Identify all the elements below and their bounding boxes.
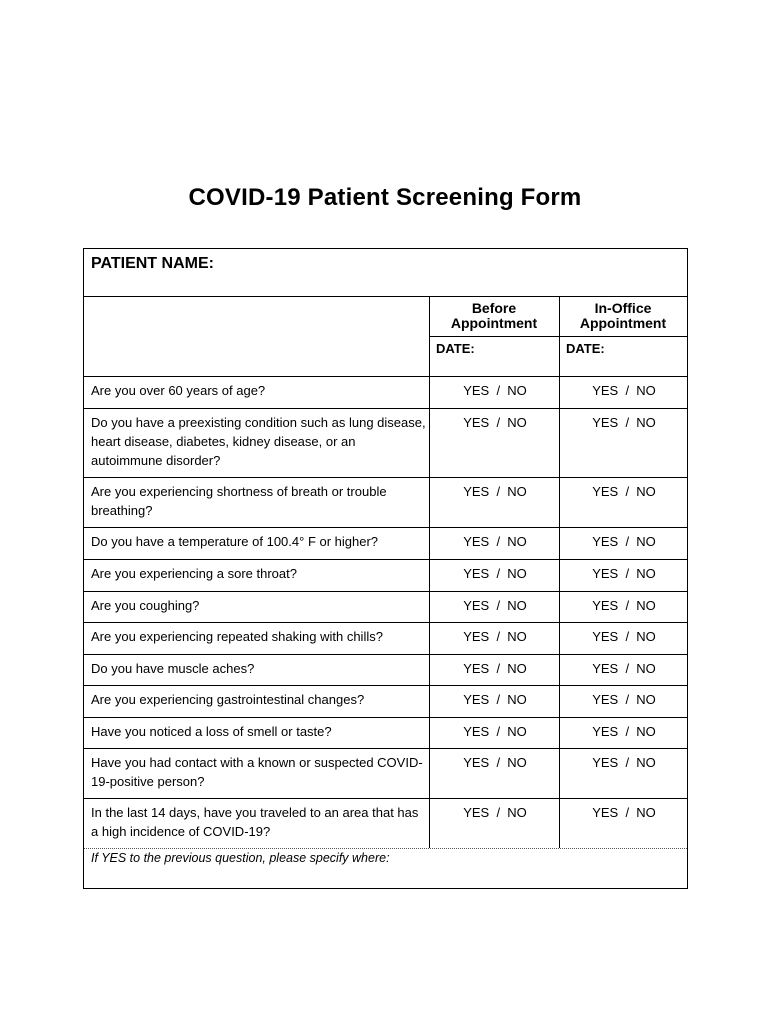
in-office-appointment-answer[interactable]: YES / NO [592, 805, 656, 820]
travel-specify-note: If YES to the previous question, please specify where: [91, 851, 390, 865]
before-appointment-answer[interactable]: YES / NO [463, 692, 527, 707]
before-appointment-answer[interactable]: YES / NO [463, 566, 527, 581]
row-divider [84, 527, 687, 528]
in-office-appointment-answer[interactable]: YES / NO [592, 383, 656, 398]
question-text: Are you experiencing gastrointestinal changes? [91, 692, 365, 707]
column-divider-1 [429, 296, 430, 848]
in-office-header-line1: In-Office [594, 300, 652, 316]
in-office-appointment-answer[interactable]: YES / NO [592, 566, 656, 581]
before-appointment-answer[interactable]: YES / NO [463, 755, 527, 770]
question-text: Have you had contact with a known or suspected COVID-19-positive person? [91, 755, 423, 789]
question-text: Are you over 60 years of age? [91, 383, 266, 398]
before-appointment-header [429, 301, 559, 331]
in-office-appointment-answer[interactable]: YES / NO [592, 415, 656, 430]
before-appointment-answer[interactable]: YES / NO [463, 534, 527, 549]
in-office-appointment-answer[interactable]: YES / NO [592, 534, 656, 549]
before-appointment-answer[interactable]: YES / NO [463, 598, 527, 613]
patient-name-divider [84, 296, 687, 297]
patient-name-label: PATIENT NAME: [91, 255, 214, 272]
before-header-line1: Before [471, 300, 517, 316]
in-office-appointment-header [559, 301, 687, 331]
header-bottom-divider [84, 376, 687, 377]
row-divider [84, 591, 687, 592]
before-appointment-answer[interactable]: YES / NO [463, 629, 527, 644]
in-office-appointment-answer[interactable]: YES / NO [592, 484, 656, 499]
question-text: In the last 14 days, have you traveled to an area that has a high incidence of COVID-19? [91, 805, 419, 839]
before-header-line2: Appointment [450, 315, 538, 331]
question-text: Are you experiencing a sore throat? [91, 566, 297, 581]
question-text: Are you experiencing shortness of breath or trouble breathing? [91, 484, 387, 518]
in-office-header-line2: Appointment [579, 315, 667, 331]
before-appointment-answer[interactable]: YES / NO [463, 484, 527, 499]
row-divider [84, 748, 687, 749]
row-divider [84, 685, 687, 686]
in-office-appointment-answer[interactable]: YES / NO [592, 755, 656, 770]
before-appointment-answer[interactable]: YES / NO [463, 661, 527, 676]
before-appointment-answer[interactable]: YES / NO [463, 415, 527, 430]
question-text: Do you have a temperature of 100.4° F or higher? [91, 534, 379, 549]
footnote-divider [84, 848, 687, 849]
question-text: Are you experiencing repeated shaking with chills? [91, 629, 383, 644]
in-office-appointment-answer[interactable]: YES / NO [592, 598, 656, 613]
date-row-divider [429, 336, 687, 337]
row-divider [84, 798, 687, 799]
in-office-appointment-answer[interactable]: YES / NO [592, 629, 656, 644]
question-text: Have you noticed a loss of smell or taste? [91, 724, 332, 739]
before-date-label: DATE: [436, 341, 475, 356]
row-divider [84, 408, 687, 409]
in-office-appointment-answer[interactable]: YES / NO [592, 692, 656, 707]
row-divider [84, 559, 687, 560]
form-title: COVID-19 Patient Screening Form [188, 184, 582, 211]
in-office-appointment-answer[interactable]: YES / NO [592, 724, 656, 739]
before-appointment-answer[interactable]: YES / NO [463, 724, 527, 739]
before-appointment-answer[interactable]: YES / NO [463, 383, 527, 398]
row-divider [84, 477, 687, 478]
question-text: Are you coughing? [91, 598, 200, 613]
in-office-date-label: DATE: [566, 341, 605, 356]
row-divider [84, 654, 687, 655]
screening-table [83, 248, 688, 889]
before-appointment-answer[interactable]: YES / NO [463, 805, 527, 820]
question-text: Do you have a preexisting condition such as lung disease, heart disease, diabetes, kidney disease, or an autoimmune disorder? [91, 415, 426, 468]
row-divider [84, 622, 687, 623]
in-office-appointment-answer[interactable]: YES / NO [592, 661, 656, 676]
question-text: Do you have muscle aches? [91, 661, 255, 676]
row-divider [84, 717, 687, 718]
